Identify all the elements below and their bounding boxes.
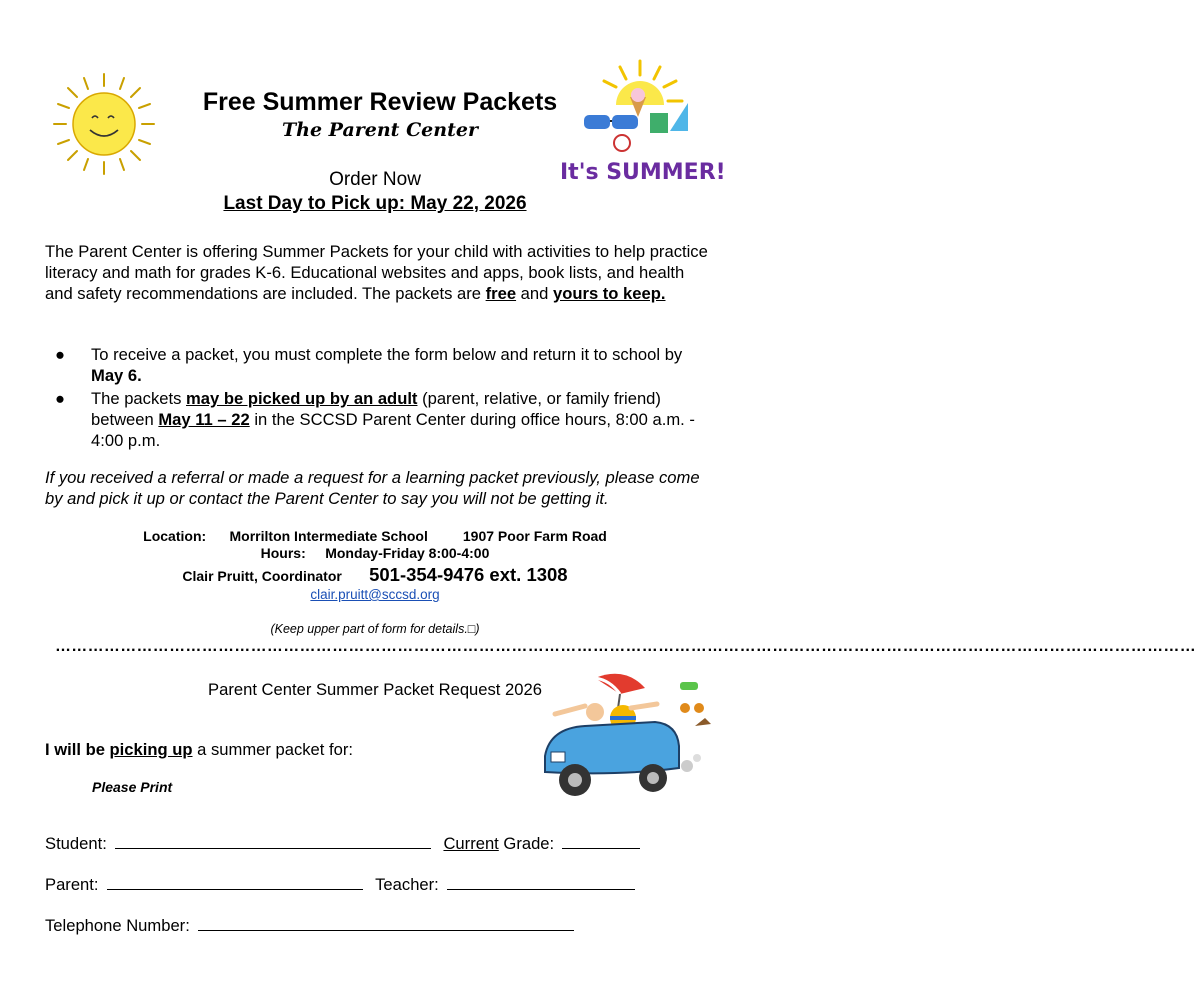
phone-row (45, 914, 574, 936)
bullet-item: ● To receive a packet, you must complete the form below and return it to school by May 6. (55, 345, 683, 385)
keep-note: (Keep upper part of form for details.□) (270, 622, 480, 636)
please-print: Please Print (92, 779, 173, 795)
form-title: Parent Center Summer Packet Request 2026 (208, 680, 542, 699)
bullet-list (45, 344, 715, 453)
student-label: Student: (45, 834, 107, 853)
parent-row (45, 873, 635, 895)
page-title: Free Summer Review Packets (202, 88, 558, 116)
bullet-item: ● The packets may be picked up by an adult (parent, relative, or family friend) between May 11 – 22 in the SCCSD Parent Center during office hours, 8:00 a.m. - 4:00 p.m. (55, 389, 695, 450)
tear-off-divider: ………………………………………………………………………………………………………………………………………………………………………………………… (55, 638, 1196, 655)
location-line: Location: Morrilton Intermediate School 1907 Poor Farm Road (143, 528, 607, 544)
grade-label: Current Grade: (443, 834, 555, 853)
referral-note: If you received a referral or made a request for a learning packet previously, please come by and pick it up or contact the Parent Center to say you will not be getting it. (45, 468, 700, 508)
student-row (45, 832, 640, 854)
coordinator-line: Clair Pruitt, Coordinator 501-354-9476 ext. 1308 (182, 564, 568, 585)
student-field[interactable] (115, 832, 431, 849)
email-link[interactable]: clair.pruitt@sccsd.org (310, 587, 440, 602)
parent-field[interactable] (107, 873, 363, 890)
teacher-label: Teacher: (375, 875, 439, 894)
pickup-line: I will be picking up a summer packet for: (45, 740, 353, 759)
parent-label: Parent: (45, 875, 99, 894)
phone-field[interactable] (198, 914, 574, 931)
last-day: Last Day to Pick up: May 22, 2026 (223, 193, 527, 214)
phone-label: Telephone Number: (45, 916, 190, 935)
order-now: Order Now (329, 169, 421, 190)
intro-paragraph: The Parent Center is offering Summer Packets for your child with activities to help practice literacy and math for grades K-6. Educational websites and apps, book lists, and health and safety recommendations are included. The packets are free and yours to keep. (45, 242, 708, 303)
grade-field[interactable] (562, 832, 640, 849)
summer-logo-text: It's SUMMER! (560, 160, 726, 185)
teacher-field[interactable] (447, 873, 635, 890)
hours-line: Hours: Monday-Friday 8:00-4:00 (260, 545, 490, 561)
page-subtitle: The Parent Center (282, 119, 478, 141)
car-clipart-icon (535, 668, 715, 803)
